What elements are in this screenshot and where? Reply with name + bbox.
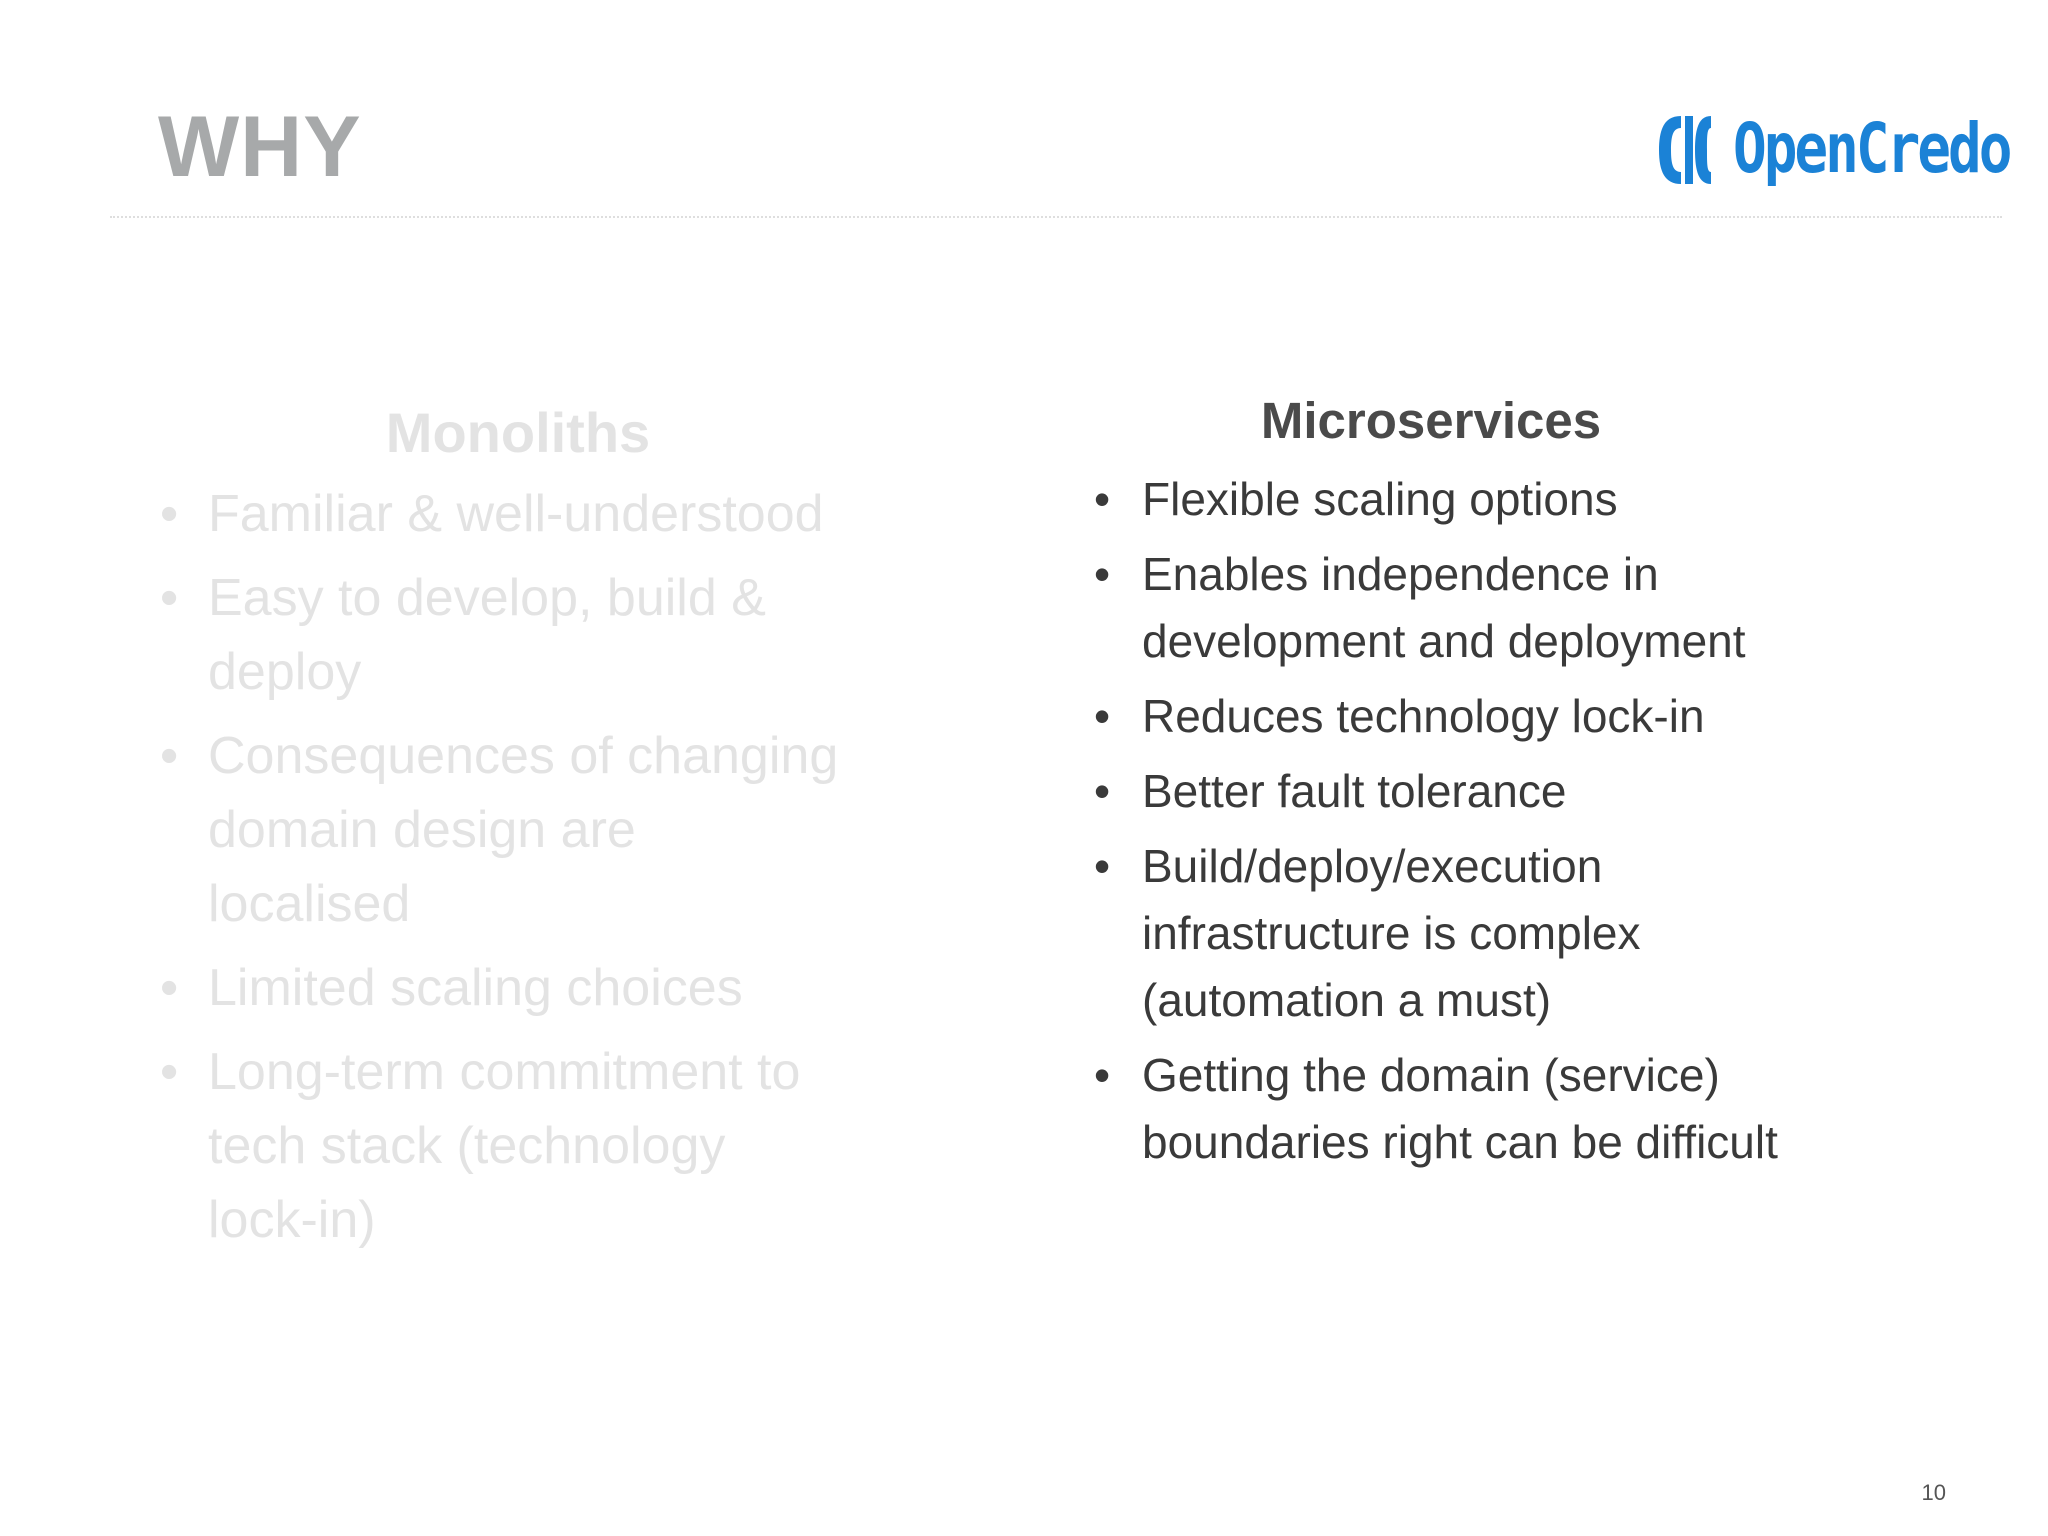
list-item: • Getting the domain (service) boundaries right can be difficult bbox=[1082, 1042, 1842, 1176]
bullet-icon: • bbox=[160, 1043, 179, 1101]
bullet-icon: • bbox=[1094, 1049, 1111, 1101]
list-item: • Better fault tolerance bbox=[1082, 758, 1842, 825]
microservices-heading: Microservices bbox=[1260, 392, 1602, 449]
list-item: • Long-term commitment to tech stack (technology lock-in) bbox=[148, 1035, 848, 1257]
opencredo-logo bbox=[1655, 108, 2009, 192]
list-item: • Enables independence in development and deployment bbox=[1082, 541, 1842, 675]
bullet-icon: • bbox=[1094, 548, 1111, 600]
bullet-icon: • bbox=[1094, 473, 1111, 525]
bullet-icon: • bbox=[160, 485, 179, 543]
list-item: • Easy to develop, build & deploy bbox=[148, 561, 848, 709]
list-item: • Flexible scaling options bbox=[1082, 466, 1842, 533]
monoliths-heading: Monoliths bbox=[385, 401, 651, 464]
monoliths-list bbox=[148, 477, 848, 1257]
bullet-icon: • bbox=[160, 727, 179, 785]
microservices-column bbox=[1082, 392, 1842, 1184]
microservices-list bbox=[1082, 466, 1842, 1176]
list-item: • Familiar & well-understood bbox=[148, 477, 848, 551]
bullet-icon: • bbox=[160, 959, 179, 1017]
list-item: • Reduces technology lock-in bbox=[1082, 683, 1842, 750]
list-item: • Limited scaling choices bbox=[148, 951, 848, 1025]
monoliths-column bbox=[148, 395, 848, 1267]
list-item: • Consequences of changing domain design are localised bbox=[148, 719, 848, 941]
bullet-icon: • bbox=[1094, 765, 1111, 817]
bullet-icon: • bbox=[1094, 690, 1111, 742]
bullet-icon: • bbox=[1094, 840, 1111, 892]
title-divider bbox=[110, 216, 2002, 218]
list-item: • Build/deploy/execution infrastructure is complex (automation a must) bbox=[1082, 833, 1842, 1034]
slide-title: WHY bbox=[158, 99, 362, 195]
page-number: 10 bbox=[1921, 1480, 1946, 1505]
opencredo-logo-icon bbox=[1655, 112, 1715, 188]
bullet-icon: • bbox=[160, 569, 179, 627]
logo-wordmark: OpenCredo bbox=[1733, 109, 2010, 190]
